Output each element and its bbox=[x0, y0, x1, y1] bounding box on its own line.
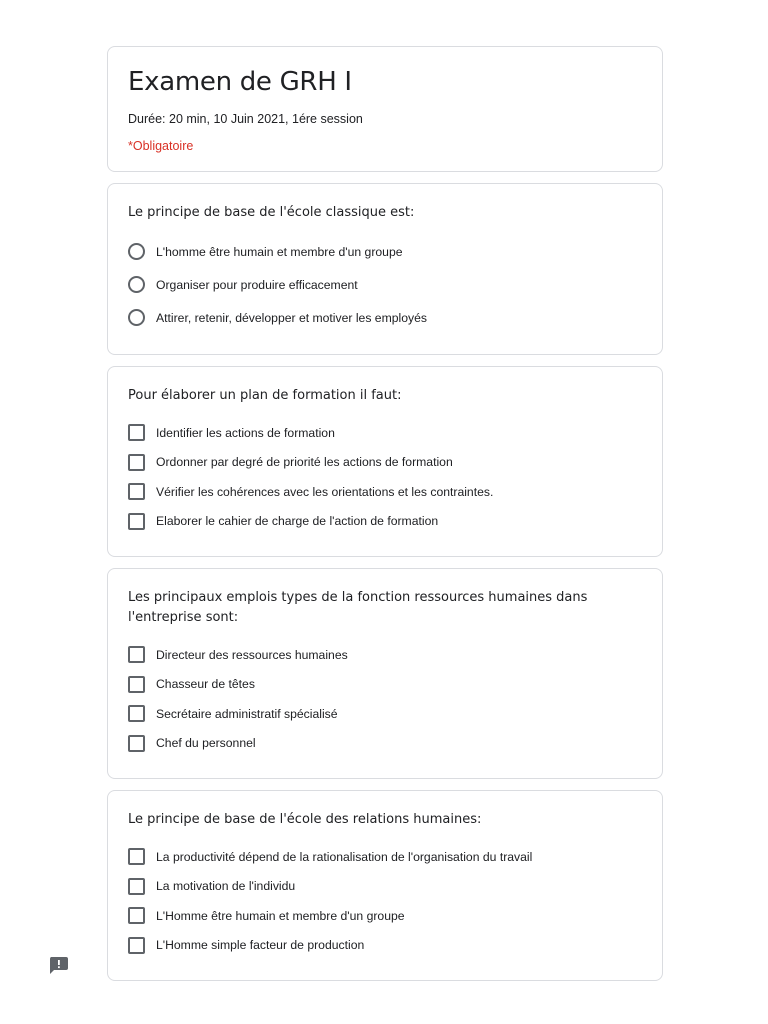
checkbox-option[interactable] bbox=[128, 448, 642, 478]
option-label: Organiser pour produire efficacement bbox=[156, 277, 358, 292]
checkbox-option[interactable] bbox=[128, 640, 642, 670]
checkbox-option[interactable] bbox=[128, 931, 642, 961]
checkbox[interactable] bbox=[128, 513, 145, 530]
question-title: Les principaux emplois types de la fonction ressources humaines dans l'entreprise sont: bbox=[128, 590, 588, 625]
required-note: *Obligatoire bbox=[128, 139, 194, 153]
option-label: La productivité dépend de la rationalisation de l'organisation du travail bbox=[156, 849, 533, 864]
checkbox-group bbox=[128, 628, 642, 768]
question-card-2 bbox=[107, 366, 663, 557]
form-description: Durée: 20 min, 10 Juin 2021, 1ére session bbox=[128, 112, 363, 126]
checkbox-group bbox=[128, 406, 642, 546]
radio-option[interactable] bbox=[128, 235, 642, 268]
option-label: Chasseur de têtes bbox=[156, 677, 255, 692]
option-label: Chef du personnel bbox=[156, 736, 256, 751]
question-title: Le principe de base de l'école des relations humaines: bbox=[128, 812, 482, 827]
option-label: Elaborer le cahier de charge de l'action de formation bbox=[156, 514, 439, 529]
checkbox[interactable] bbox=[128, 878, 145, 895]
option-label: Vérifier les cohérences avec les orientations et les contraintes. bbox=[156, 484, 494, 499]
checkbox[interactable] bbox=[128, 454, 145, 471]
option-label: Identifier les actions de formation bbox=[156, 425, 335, 440]
option-label: La motivation de l'individu bbox=[156, 879, 296, 894]
radio-option[interactable] bbox=[128, 301, 642, 334]
checkbox-option[interactable] bbox=[128, 418, 642, 448]
question-card-4 bbox=[107, 790, 663, 981]
option-label: Directeur des ressources humaines bbox=[156, 647, 348, 662]
checkbox[interactable] bbox=[128, 735, 145, 752]
question-card-1 bbox=[107, 183, 663, 355]
checkbox[interactable] bbox=[128, 483, 145, 500]
question-title: Pour élaborer un plan de formation il faut: bbox=[128, 388, 402, 403]
checkbox-option[interactable] bbox=[128, 670, 642, 700]
radio-button[interactable] bbox=[128, 243, 145, 260]
checkbox-option[interactable] bbox=[128, 842, 642, 872]
checkbox[interactable] bbox=[128, 646, 145, 663]
checkbox[interactable] bbox=[128, 848, 145, 865]
radio-option[interactable] bbox=[128, 268, 642, 301]
option-label: L'Homme simple facteur de production bbox=[156, 938, 365, 953]
question-card-3 bbox=[107, 568, 663, 779]
form-title: Examen de GRH I bbox=[128, 67, 352, 97]
checkbox-option[interactable] bbox=[128, 729, 642, 759]
option-label: Ordonner par degré de priorité les actions de formation bbox=[156, 455, 453, 470]
checkbox[interactable] bbox=[128, 424, 145, 441]
checkbox[interactable] bbox=[128, 676, 145, 693]
radio-button[interactable] bbox=[128, 309, 145, 326]
checkbox-group bbox=[128, 830, 642, 970]
checkbox-option[interactable] bbox=[128, 901, 642, 931]
option-label: Secrétaire administratif spécialisé bbox=[156, 706, 338, 721]
checkbox-option[interactable] bbox=[128, 699, 642, 729]
checkbox-option[interactable] bbox=[128, 507, 642, 537]
radio-group bbox=[128, 223, 642, 344]
option-label: Attirer, retenir, développer et motiver les employés bbox=[156, 310, 427, 325]
checkbox[interactable] bbox=[128, 937, 145, 954]
option-label: L'homme être humain et membre d'un groupe bbox=[156, 244, 403, 259]
checkbox[interactable] bbox=[128, 705, 145, 722]
option-label: L'Homme être humain et membre d'un groupe bbox=[156, 908, 405, 923]
feedback-icon-svg bbox=[49, 957, 68, 974]
form-container bbox=[107, 46, 663, 992]
question-title: Le principe de base de l'école classique est: bbox=[128, 205, 415, 220]
checkbox-option[interactable] bbox=[128, 477, 642, 507]
report-feedback-icon[interactable] bbox=[49, 957, 68, 974]
form-header-card bbox=[107, 46, 663, 172]
radio-button[interactable] bbox=[128, 276, 145, 293]
checkbox-option[interactable] bbox=[128, 872, 642, 902]
checkbox[interactable] bbox=[128, 907, 145, 924]
